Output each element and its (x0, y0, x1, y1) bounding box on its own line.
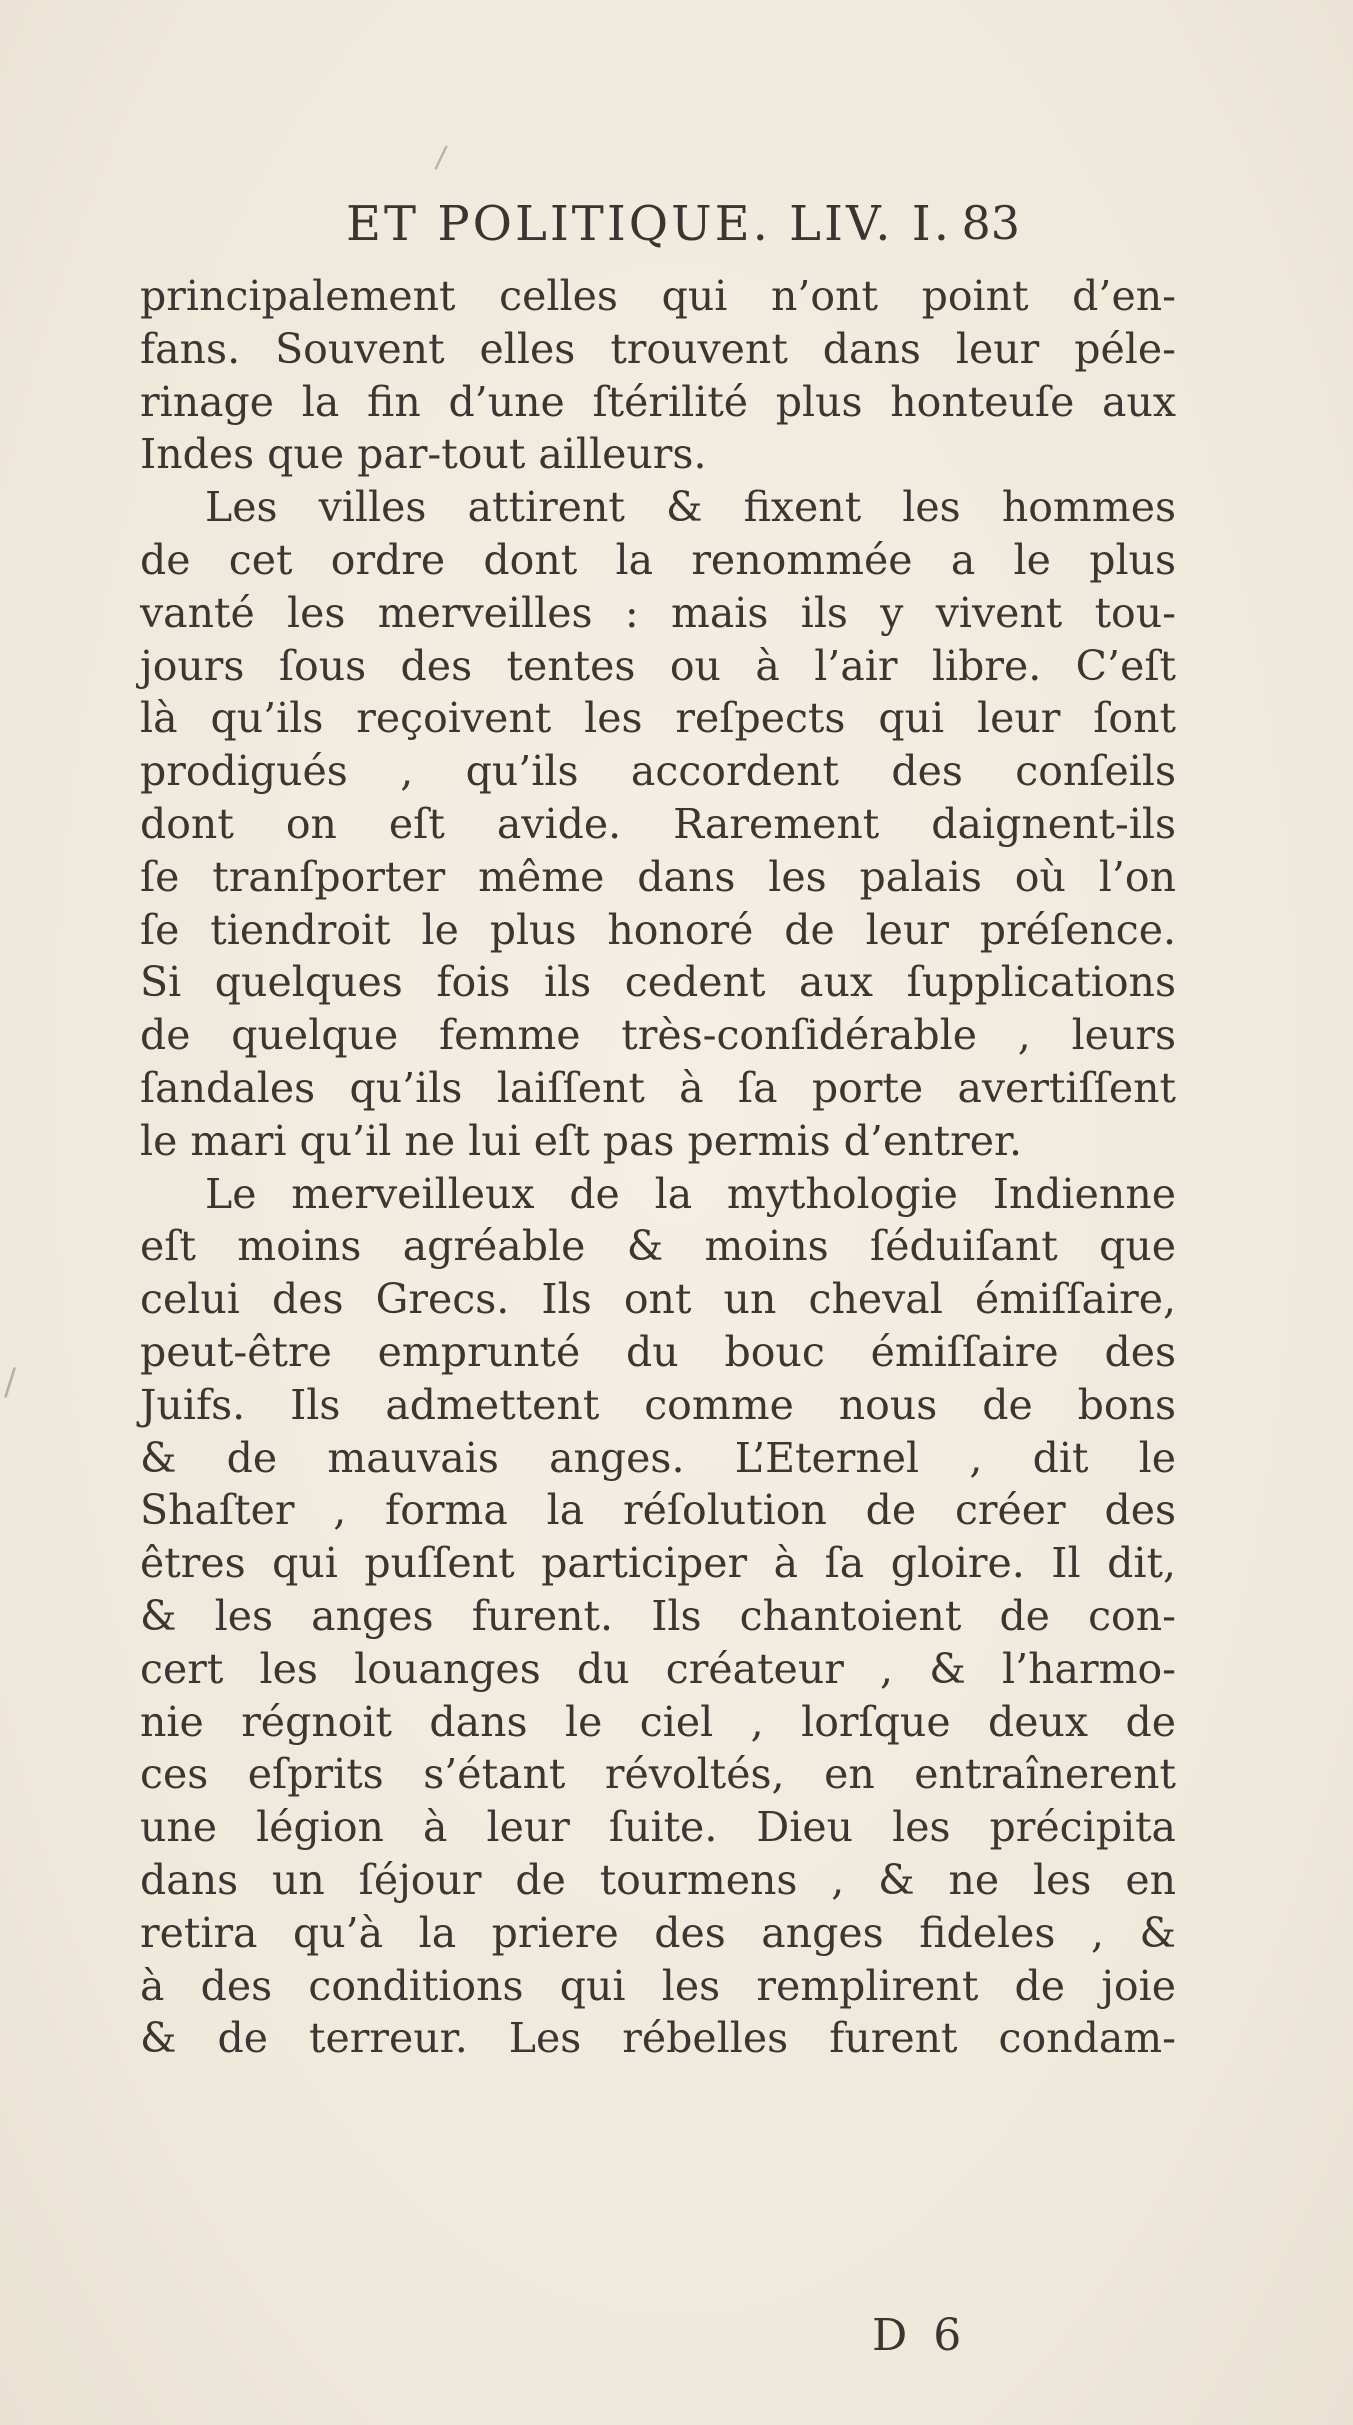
text-line: dont on eſt avide. Rarement daignent-ils (140, 799, 1176, 848)
text-line: principalement celles qui n’ont point d’en- (140, 272, 1176, 320)
text-line: Si quelques fois ils cedent aux ſupplications (140, 958, 1176, 1007)
body-text (140, 270, 1176, 2065)
text-line: êtres qui puſſent participer à ſa gloire. Il dit, (140, 1539, 1176, 1588)
stray-ink-mark: / (433, 139, 449, 176)
text-line: peut-être emprunté du bouc émiſſaire des (140, 1327, 1176, 1376)
text-line: Juifs. Ils admettent comme nous de bons (140, 1380, 1176, 1429)
text-line: Shaſter , forma la réſolution de créer des (140, 1486, 1176, 1535)
text-line: cert les louanges du créateur , & l’harmo- (140, 1644, 1176, 1693)
text-line: ſandales qu’ils laiſſent à ſa porte avertiſſent (140, 1063, 1176, 1112)
text-line: jours ſous des tentes ou à l’air libre. C’eſt (140, 641, 1176, 690)
text-line: là qu’ils reçoivent les reſpects qui leur ſont (140, 694, 1176, 743)
text-line: à des conditions qui les remplirent de joie (140, 1961, 1176, 2010)
stray-ink-mark: / (4, 1362, 17, 1403)
text-line: celui des Grecs. Ils ont un cheval émiſſaire, (140, 1275, 1176, 1324)
text-line: ſe tiendroit le plus honoré de leur préſence. (140, 905, 1176, 954)
text-line: vanté les merveilles : mais ils y vivent tou- (140, 588, 1176, 637)
page-number: 83 (961, 196, 1020, 250)
text-line: le mari qu’il ne lui eſt pas permis d’entrer. (140, 1116, 1023, 1165)
text-line: Indes que par-tout ailleurs. (140, 430, 707, 479)
text-line: dans un ſéjour de tourmens , & ne les en (140, 1855, 1176, 1904)
text-line: ſe tranſporter même dans les palais où l’on (140, 852, 1176, 901)
text-line: ces eſprits s’étant révoltés, en entraînerent (140, 1750, 1176, 1799)
text-line: rinage la fin d’une ſtérilité plus honteuſe aux (140, 377, 1176, 426)
text-line: de quelque femme très-conſidérable , leurs (140, 1011, 1176, 1060)
text-line: une légion à leur ſuite. Dieu les précipita (140, 1803, 1176, 1852)
text-line: & de terreur. Les rébelles furent condam- (140, 2014, 1176, 2063)
text-line: eſt moins agréable & moins ſéduiſant que (140, 1222, 1176, 1271)
paragraph-start-line: Le merveilleux de la mythologie Indienne (205, 1169, 1176, 1218)
text-line: de cet ordre dont la renommée a le plus (140, 535, 1176, 584)
running-head: ET POLITIQUE. LIV. I. (346, 196, 952, 252)
text-line: & de mauvais anges. L’Eternel , dit le (140, 1433, 1176, 1482)
text-line: & les anges furent. Ils chantoient de con- (140, 1591, 1176, 1640)
signature-mark: D 6 (872, 2310, 968, 2361)
text-line: fans. Souvent elles trouvent dans leur péle- (140, 324, 1176, 373)
page-header (346, 196, 1046, 266)
paragraph-start-line: Les villes attirent & fixent les hommes (205, 483, 1176, 532)
text-line: retira qu’à la priere des anges fideles , & (140, 1908, 1176, 1957)
text-line: nie régnoit dans le ciel , lorſque deux de (140, 1697, 1176, 1746)
text-line: prodigués , qu’ils accordent des conſeils (140, 747, 1176, 796)
